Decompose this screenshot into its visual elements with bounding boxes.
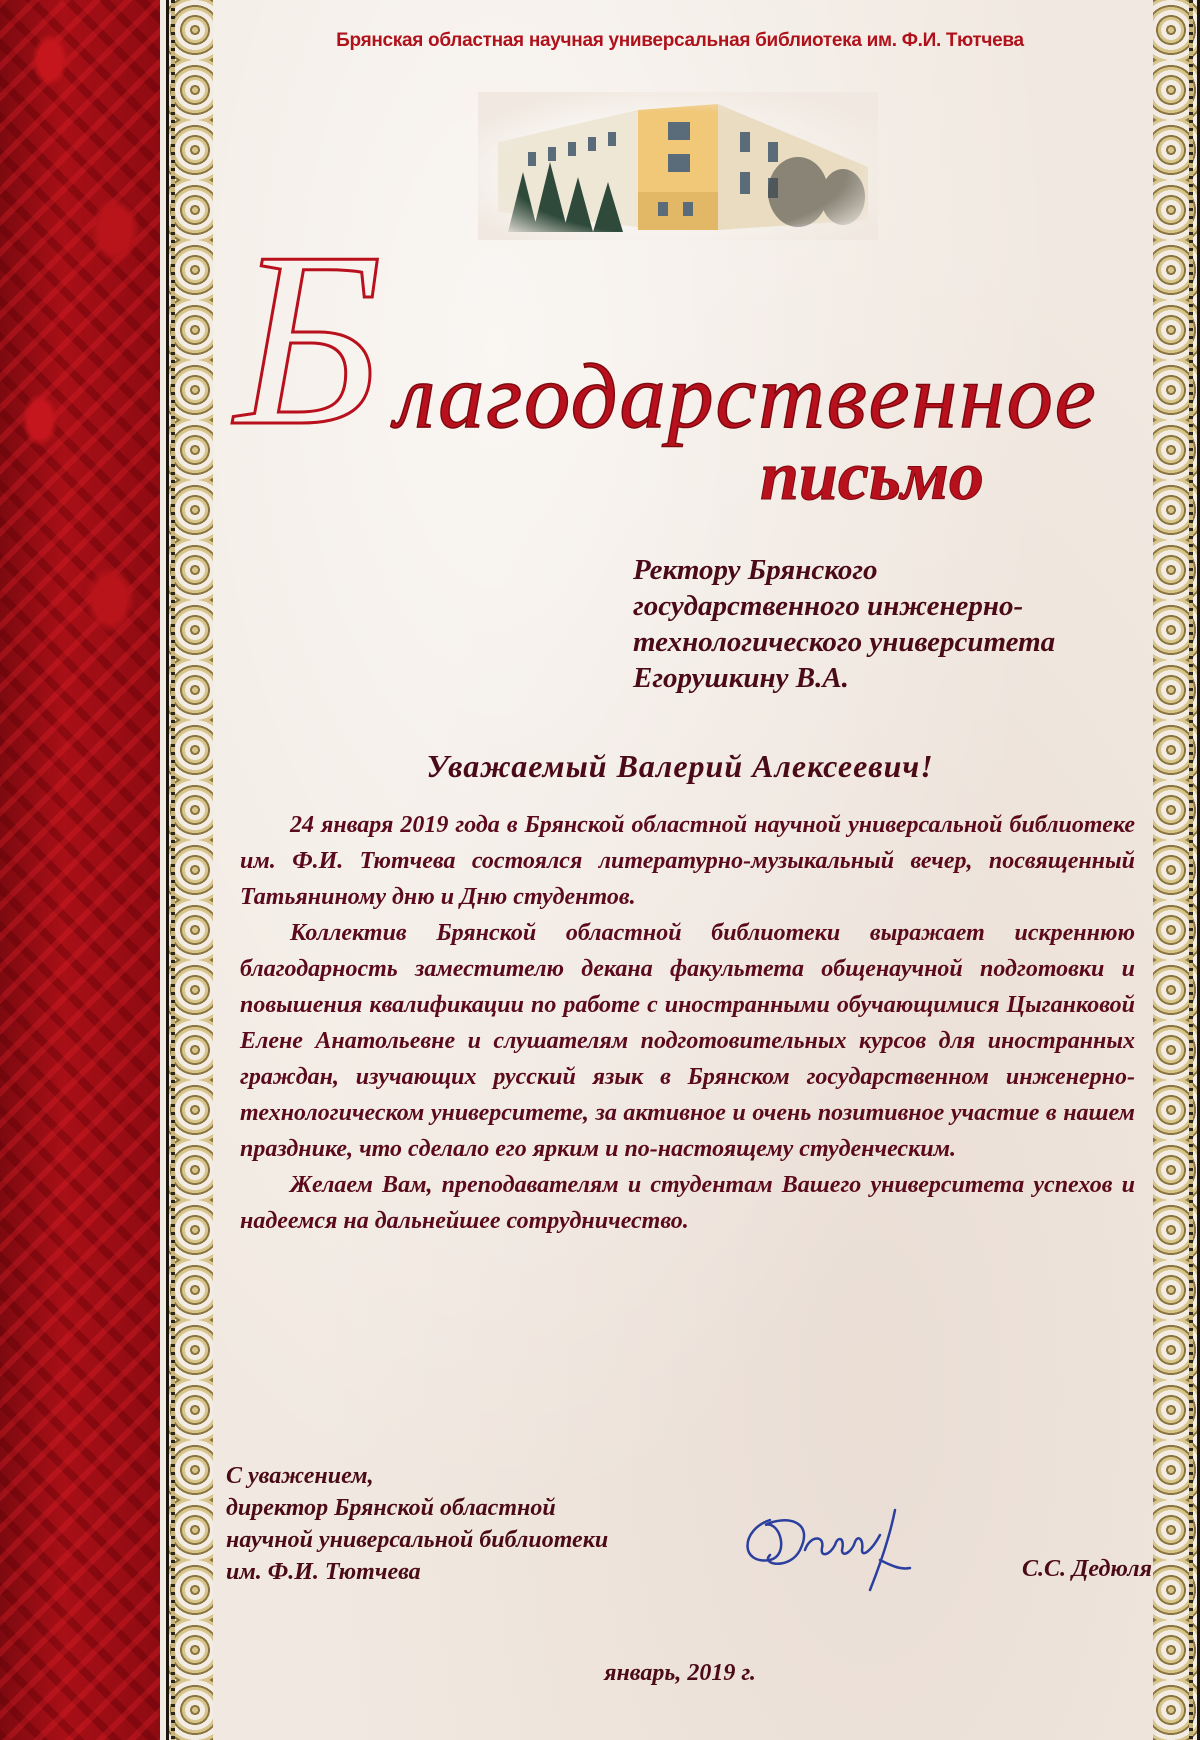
signature-icon [730,1480,970,1600]
signoff-line: директор Брянской областной [226,1495,556,1521]
gold-ornament-frame-left [166,0,213,1740]
letter-body [240,807,1135,1239]
red-damask-border [0,0,160,1740]
gold-ornament-frame-right [1153,0,1200,1740]
paragraph: 24 января 2019 года в Брянской областной научной универсальной библиотеке им. Ф.И. Тютчева состоялся литературно-музыкальный вечер, посвященный Татьяниному дню и Дню студентов. [240,812,1135,910]
paragraph: Желаем Вам, преподавателям и студентам Вашего университета успехов и надеемся на дальнейшее сотрудничество. [240,1172,1135,1234]
title-line-2: письмо [760,438,984,515]
library-header: Брянская областная научная универсальная библиотека им. Ф.И. Тютчева [336,30,1024,51]
addressee-block [633,552,1153,696]
document-title [215,201,1145,515]
document-date: январь, 2019 г. [604,1660,756,1686]
addressee-line: Егорушкину В.А. [633,662,849,694]
signoff-line: им. Ф.И. Тютчева [226,1559,421,1585]
signoff-line: С уважением, [226,1463,374,1489]
addressee-line: Ректору Брянского [633,554,878,586]
addressee-line: государственного инженерно- [633,590,1024,622]
paragraph: Коллектив Брянской областной библиотеки выражает искреннюю благодарность заместителю декана факультета общенаучной подготовки и повышения квалификации по работе с иностранными обучающимися Цыганковой Елене Анатольевне и слушателям подготовительных курсов для иностранных граждан, изучающих русский язык в Брянском государственном инженерно-технологическом университете, за активное и очень позитивное участие в нашем празднике, что сделало его ярким и по-настоящему студенческим. [240,920,1135,1162]
addressee-line: технологического университета [633,626,1056,658]
signoff-line: научной универсальной библиотеки [226,1527,609,1553]
title-line-1: лагодарственное [395,345,1098,447]
title-initial: Б [235,201,383,478]
signoff-block [226,1460,726,1588]
salutation: Уважаемый Валерий Алексеевич! [426,748,934,784]
signer-name: С.С. Дедюля [1022,1556,1152,1582]
